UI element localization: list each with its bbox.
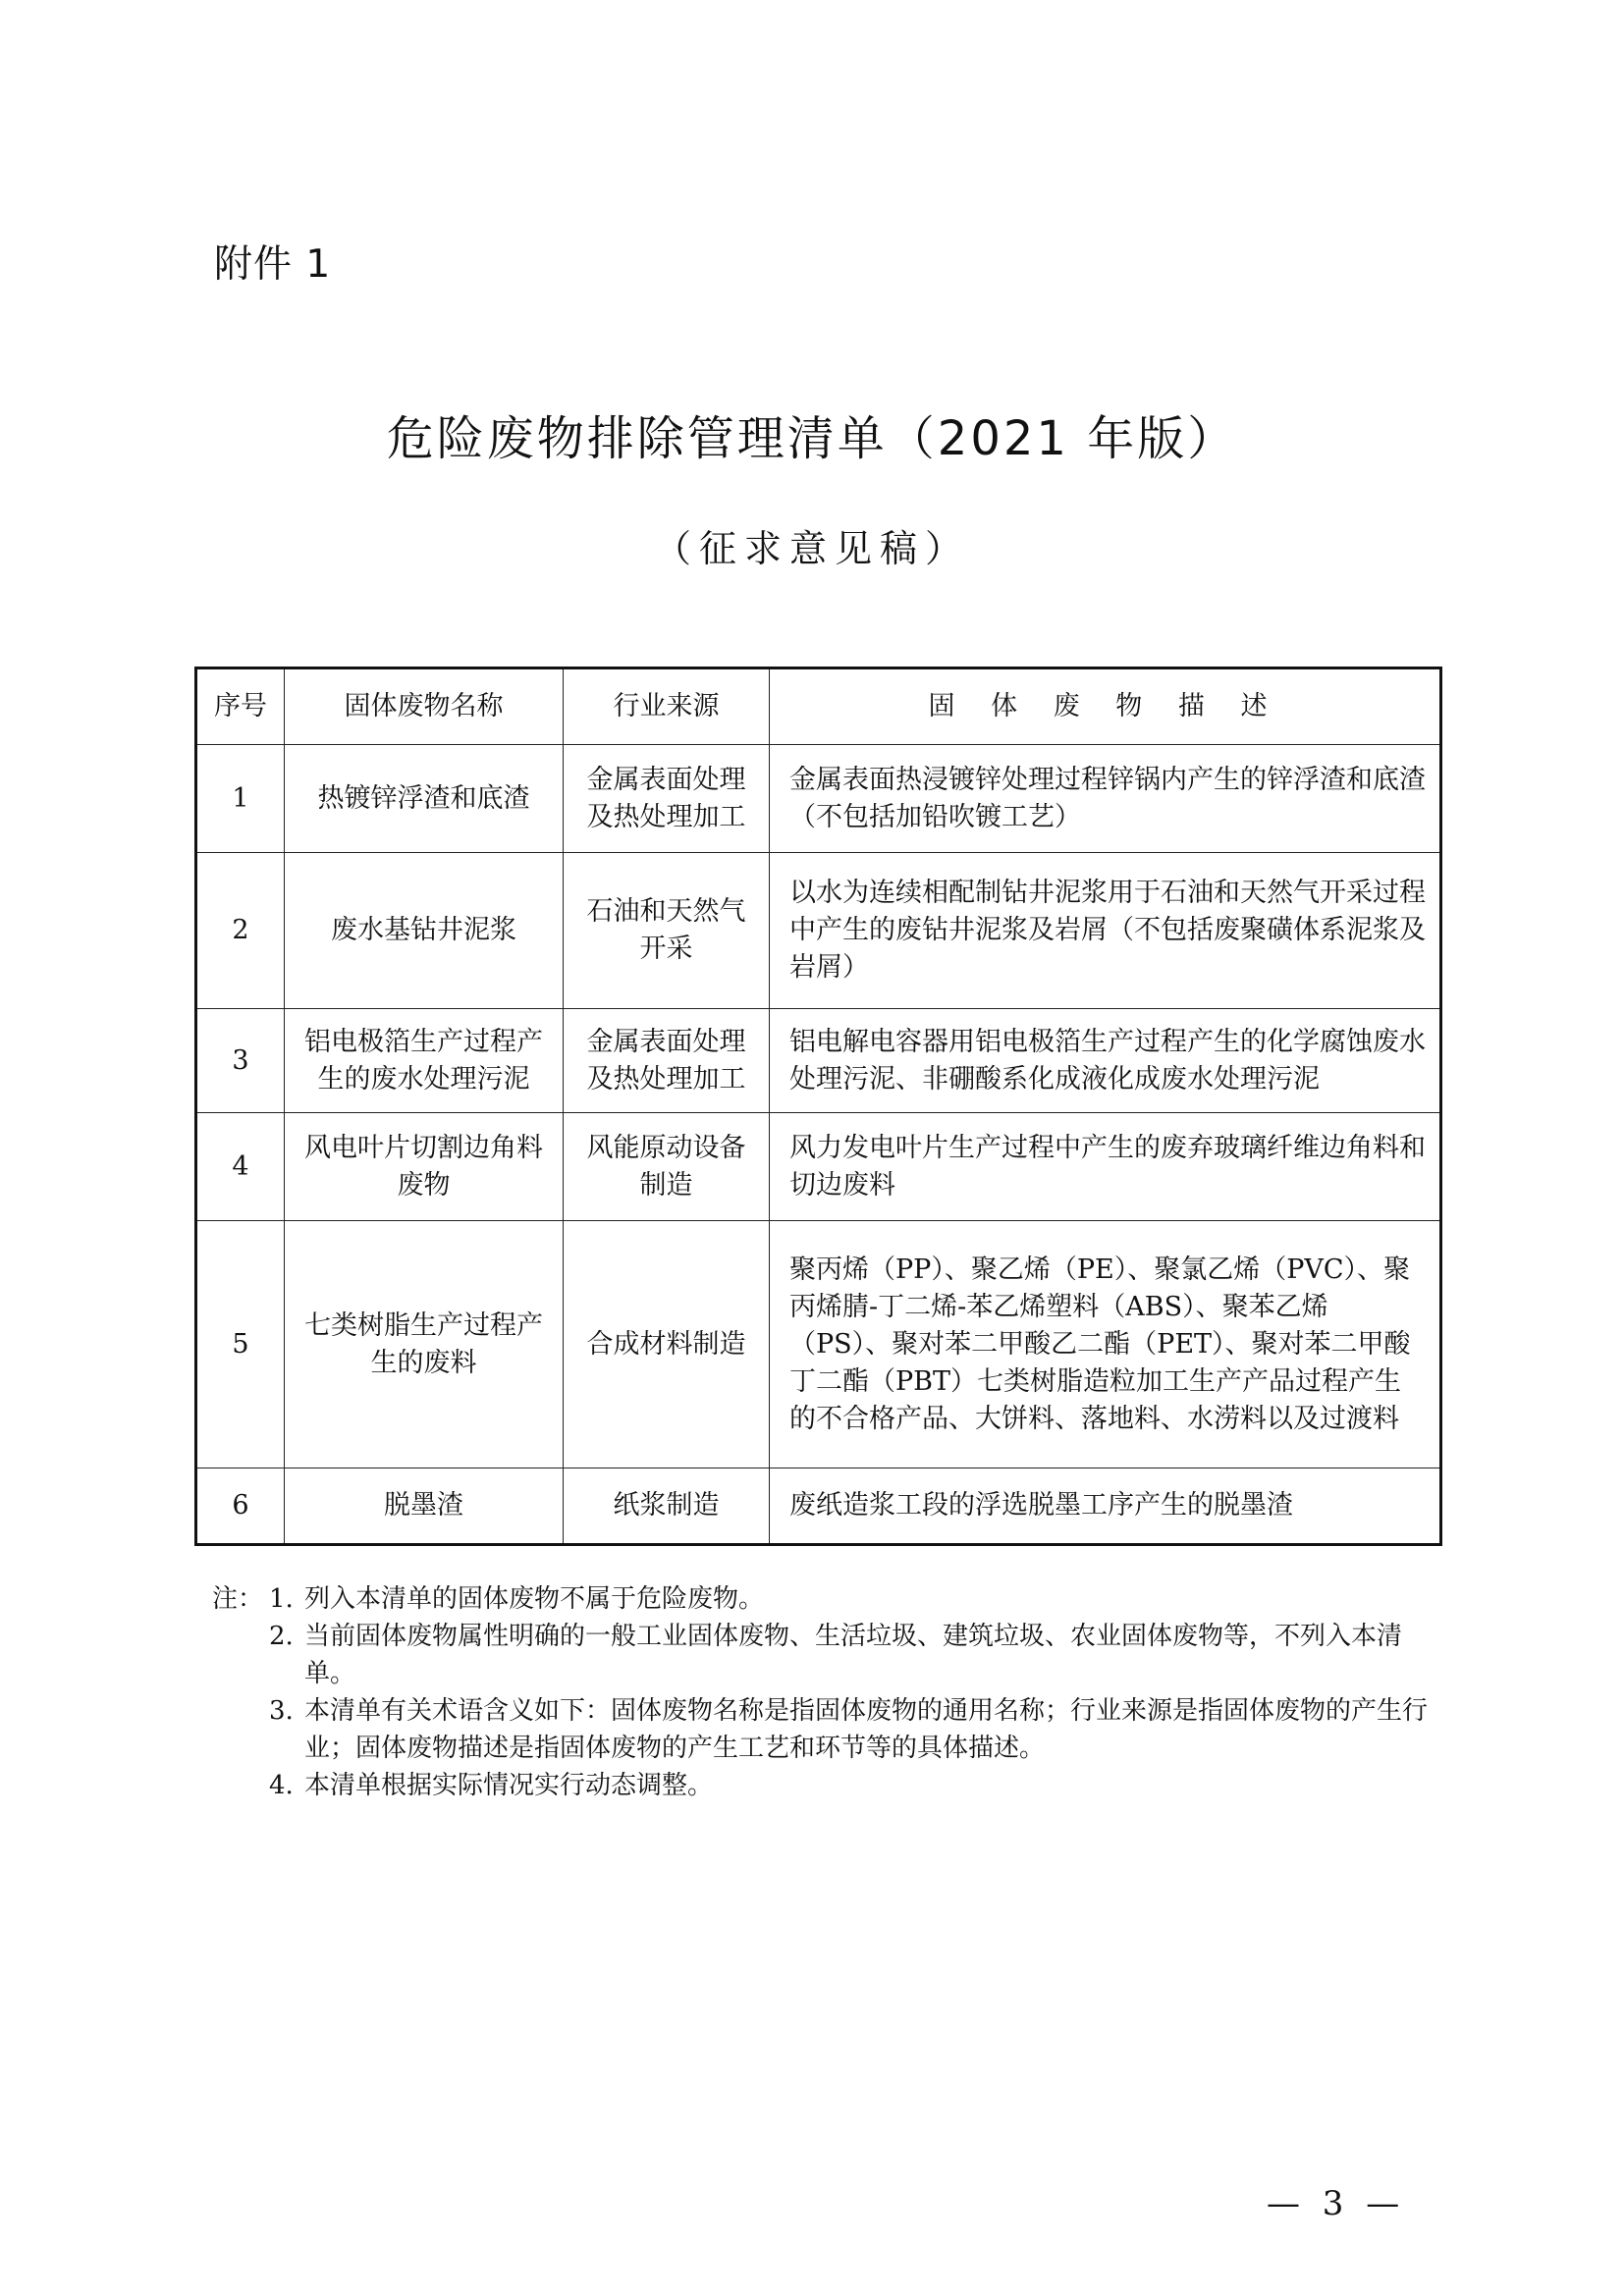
cell-source: 石油和天然气开采	[564, 853, 770, 1009]
cell-source: 金属表面处理及热处理加工	[564, 1009, 770, 1113]
header-source: 行业来源	[564, 668, 770, 745]
cell-seq: 3	[196, 1009, 285, 1113]
table-header-row	[196, 668, 1441, 745]
header-seq: 序号	[196, 668, 285, 745]
page-subtitle: （征求意见稿）	[653, 527, 970, 570]
cell-name: 热镀锌浮渣和底渣	[285, 745, 564, 853]
table-row	[196, 1009, 1441, 1113]
cell-desc: 以水为连续相配制钻井泥浆用于石油和天然气开采过程中产生的废钻井泥浆及岩屑（不包括废聚磺体系泥浆及岩屑）	[770, 853, 1441, 1009]
cell-name: 七类树脂生产过程产生的废料	[285, 1221, 564, 1468]
attachment-label: 附件 1	[214, 242, 332, 287]
cell-source: 风能原动设备制造	[564, 1113, 770, 1221]
cell-seq: 1	[196, 745, 285, 853]
note-number: 1.	[269, 1584, 294, 1614]
cell-source: 纸浆制造	[564, 1468, 770, 1545]
page-number: — 3 —	[1267, 2184, 1406, 2223]
note-text: 本清单有关术语含义如下：固体废物名称是指固体废物的通用名称；行业来源是指固体废物的产生行业；固体废物描述是指固体废物的产生工艺和环节等的具体描述。	[304, 1696, 1429, 1763]
table-row	[196, 1221, 1441, 1468]
table-row	[196, 1113, 1441, 1221]
note-number: 4.	[269, 1771, 294, 1800]
notes-section	[212, 1580, 1439, 1804]
cell-source: 合成材料制造	[564, 1221, 770, 1468]
note-text: 当前固体废物属性明确的一般工业固体废物、生活垃圾、建筑垃圾、农业固体废物等，不列入本清单。	[304, 1622, 1403, 1688]
cell-desc: 聚丙烯（PP）、聚乙烯（PE）、聚氯乙烯（PVC）、聚丙烯腈-丁二烯-苯乙烯塑料（ABS）、聚苯乙烯（PS）、聚对苯二甲酸乙二酯（PET）、聚对苯二甲酸丁二酯（PBT）七类树脂造粒加工生产产品过程产生的不合格产品、大饼料、落地料、水涝料以及过渡料	[770, 1221, 1441, 1468]
table-row	[196, 745, 1441, 853]
cell-desc: 废纸造浆工段的浮选脱墨工序产生的脱墨渣	[770, 1468, 1441, 1545]
cell-seq: 6	[196, 1468, 285, 1545]
notes-prefix: 注：	[212, 1584, 264, 1614]
table-row	[196, 853, 1441, 1009]
header-desc: 固 体 废 物 描 述	[770, 668, 1441, 745]
note-number: 2.	[269, 1622, 294, 1651]
cell-desc: 铝电解电容器用铝电极箔生产过程产生的化学腐蚀废水处理污泥、非硼酸系化成液化成废水处理污泥	[770, 1009, 1441, 1113]
note-item	[212, 1618, 1439, 1692]
cell-seq: 2	[196, 853, 285, 1009]
note-text: 列入本清单的固体废物不属于危险废物。	[304, 1584, 765, 1614]
cell-name: 脱墨渣	[285, 1468, 564, 1545]
cell-desc: 风力发电叶片生产过程中产生的废弃玻璃纤维边角料和切边废料	[770, 1113, 1441, 1221]
table-row	[196, 1468, 1441, 1545]
note-number: 3.	[269, 1696, 294, 1726]
cell-source: 金属表面处理及热处理加工	[564, 745, 770, 853]
header-name: 固体废物名称	[285, 668, 564, 745]
cell-desc: 金属表面热浸镀锌处理过程锌锅内产生的锌浮渣和底渣（不包括加铅吹镀工艺）	[770, 745, 1441, 853]
page-title: 危险废物排除管理清单（2021 年版）	[386, 411, 1238, 466]
note-item	[212, 1692, 1439, 1767]
cell-name: 风电叶片切割边角料废物	[285, 1113, 564, 1221]
cell-name: 铝电极箔生产过程产生的废水处理污泥	[285, 1009, 564, 1113]
cell-name: 废水基钻井泥浆	[285, 853, 564, 1009]
waste-exclusion-table	[194, 667, 1442, 1546]
note-item	[212, 1767, 1439, 1804]
cell-seq: 4	[196, 1113, 285, 1221]
note-item	[212, 1580, 1439, 1618]
cell-seq: 5	[196, 1221, 285, 1468]
note-text: 本清单根据实际情况实行动态调整。	[304, 1771, 714, 1800]
